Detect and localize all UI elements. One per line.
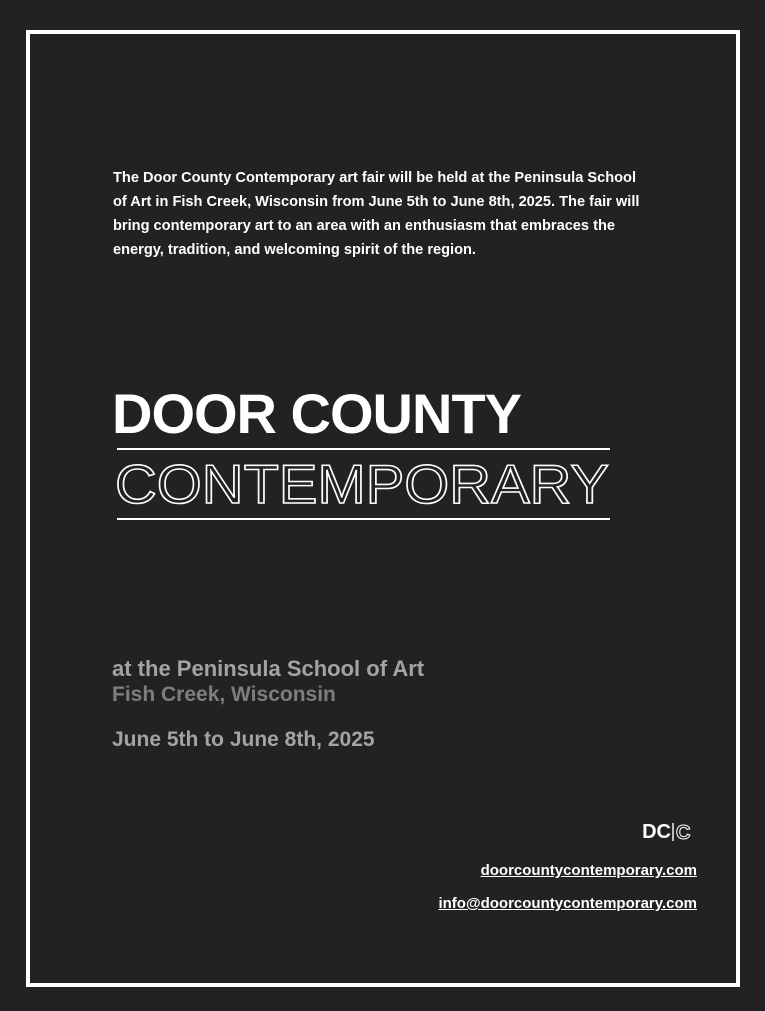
dcc-logo-mark-letter: C: [676, 822, 691, 843]
dcc-logo-outline-mark: [671, 821, 697, 843]
title-contemporary-outline: [115, 450, 613, 514]
title-door-county: DOOR COUNTY: [112, 382, 521, 445]
website-link[interactable]: doorcountycontemporary.com: [480, 862, 697, 879]
dcc-logo-text: DC: [642, 821, 671, 843]
intro-paragraph: The Door County Contemporary art fair will be held at the Peninsula School of Art in Fish Creek, Wisconsin from June 5th to June 8th, 2025. The fair will bring contemporary art to an area with an enthusiasm that embraces the energy, tradition, and welcoming spirit of the region.: [113, 170, 640, 258]
dcc-logo: [642, 820, 697, 844]
event-dates: June 5th to June 8th, 2025: [112, 728, 375, 751]
title-rule-bottom: [117, 518, 610, 520]
title-contemporary: CONTEMPORARY: [115, 453, 609, 514]
event-location: Fish Creek, Wisconsin: [112, 683, 336, 706]
email-link[interactable]: info@doorcountycontemporary.com: [438, 895, 697, 912]
event-venue: at the Peninsula School of Art: [112, 656, 425, 681]
